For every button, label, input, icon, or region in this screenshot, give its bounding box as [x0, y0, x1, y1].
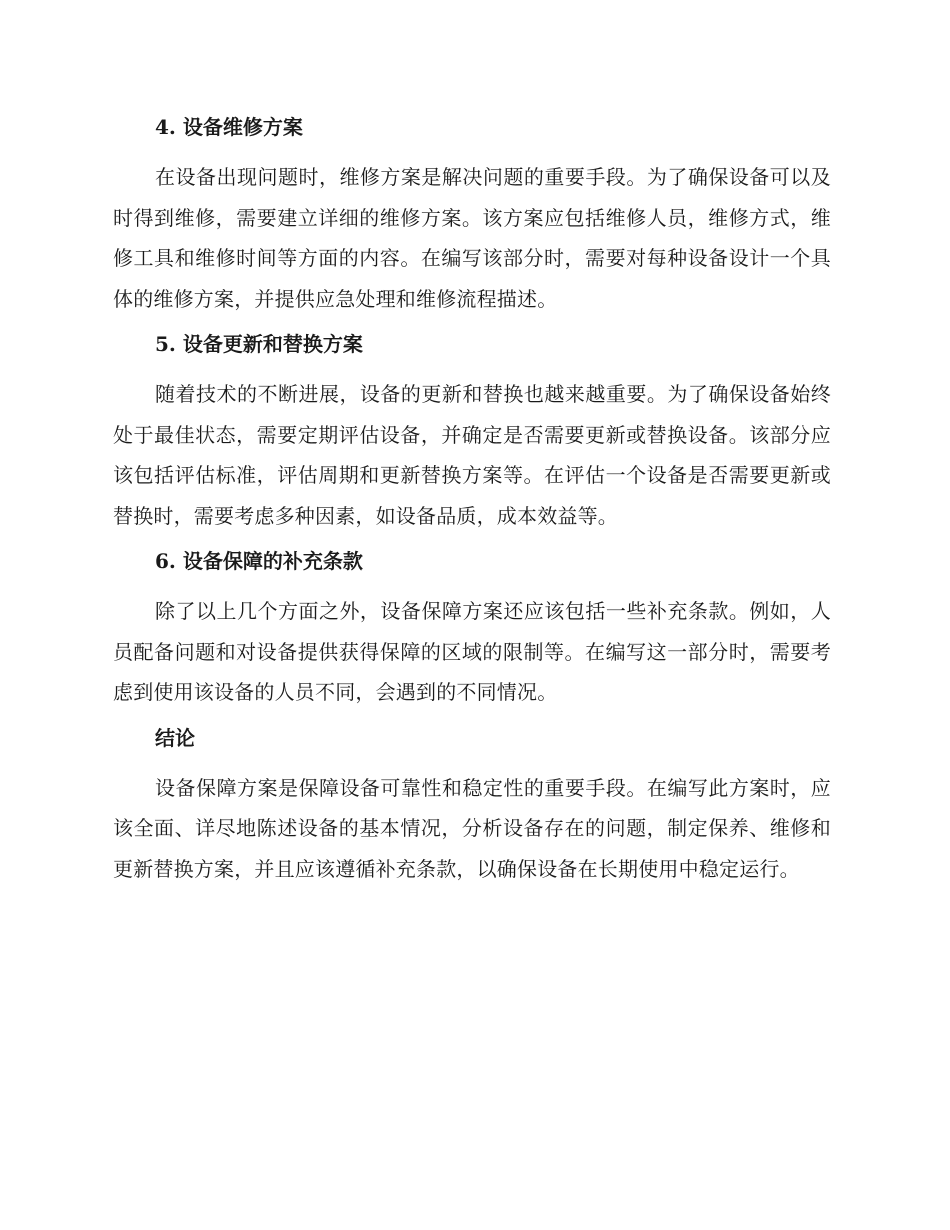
section-body-repair-plan: 在设备出现问题时，维修方案是解决问题的重要手段。为了确保设备可以及时得到维修，需要建立详细的维修方案。该方案应包括维修人员，维修方式，维修工具和维修时间等方面的内容。在编写该部分时，需要对每种设备设计一个具体的维修方案，并提供应急处理和维修流程描述。	[113, 165, 831, 311]
document-page	[113, 110, 831, 897]
section-heading-repair-plan: 4. 设备维修方案	[155, 115, 303, 139]
section-body-update-replace-plan: 随着技术的不断进展，设备的更新和替换也越来越重要。为了确保设备始终处于最佳状态，需要定期评估设备，并确定是否需要更新或替换设备。该部分应该包括评估标准，评估周期和更新替换方案等。在评估一个设备是否需要更新或替换时，需要考虑多种因素，如设备品质，成本效益等。	[113, 382, 831, 528]
section-heading-update-replace-plan: 5. 设备更新和替换方案	[155, 332, 363, 356]
section-heading-supplementary-terms: 6. 设备保障的补充条款	[155, 549, 363, 573]
section-body-conclusion: 设备保障方案是保障设备可靠性和稳定性的重要手段。在编写此方案时，应该全面、详尽地陈述设备的基本情况，分析设备存在的问题，制定保养、维修和更新替换方案，并且应该遵循补充条款，以确保设备在长期使用中稳定运行。	[113, 775, 831, 881]
section-heading-conclusion: 结论	[155, 725, 195, 750]
section-body-supplementary-terms: 除了以上几个方面之外，设备保障方案还应该包括一些补充条款。例如，人员配备问题和对设备提供获得保障的区域的限制等。在编写这一部分时，需要考虑到使用该设备的人员不同，会遇到的不同情况。	[113, 599, 831, 704]
